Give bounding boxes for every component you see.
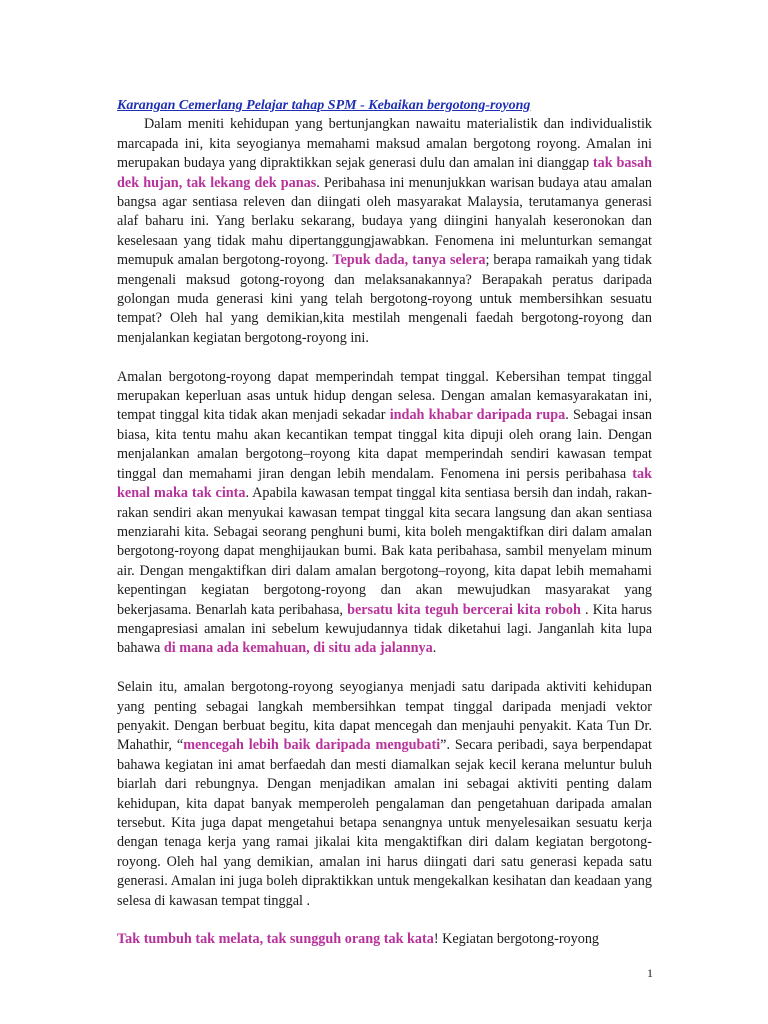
quote-highlight: mencegah lebih baik daripada mengubati [183, 737, 441, 754]
page-number: 1 [647, 966, 653, 980]
peribahasa-highlight: tak kenal maka tak cinta [117, 465, 652, 502]
text-segment: ! Kegiatan bergotong-royong [433, 931, 600, 948]
text-segment: Amalan bergotong-royong dapat memperindah tempat tinggal. Kebersihan tempat tinggal merupakan keperluan asas untuk hidup dengan selesa. Dengan amalan kemasyarakatan ini, tempat tinggal kita tidak akan menjadi sekadar [117, 368, 652, 424]
peribahasa-highlight: Tepuk dada, tanya selera [332, 252, 486, 269]
text-segment: . Kita harus mengapresiasi amalan ini sebelum kewujudannya tidak diketahui lagi. Janganlah kita lupa bahawa [117, 601, 652, 657]
text-segment: Dalam meniti kehidupan yang bertunjangkan nawaitu materialistik dan individualistik marcapada ini, kita seyogianya memahami maksud amalan bergotong royong. Amalan ini merupakan budaya yang dipraktikkan sejak generasi dulu dan amalan ini dianggap [117, 116, 652, 172]
text-segment: ”. Secara peribadi, saya berpendapat bahawa kegiatan ini amat berfaedah dan mesti diamalkan sejak kecil kerana meluntur buluh biarlah dari rebungnya. Dengan menjadikan amalan ini sebagai aktiviti penting dalam kehidupan, kita dapat banyak memperoleh pengalaman dan pengetahuan daripada amalan tersebut. Kita juga dapat mengetahui betapa senangnya untuk menyelesaikan sesuatu kerja dengan tenaga kerja yang ramai jikalai kita mengaktifkan diri dalam kegiatan bergotong-royong. Oleh hal yang demikian, amalan ini harus diingati dari satu generasi kepada satu generasi. Amalan ini juga boleh dipraktikkan untuk mengekalkan kesihatan dan keadaan yang selesa di kawasan tempat tinggal . [117, 737, 652, 909]
peribahasa-highlight: bersatu kita teguh bercerai kita roboh [347, 601, 581, 618]
peribahasa-highlight: di mana ada kemahuan, di situ ada jalannya [163, 640, 433, 657]
paragraph-3 [117, 678, 652, 911]
text-segment: . Sebagai insan biasa, kita tentu mahu akan kecantikan tempat tinggal kita dipuji oleh orang lain. Dengan menjalankan amalan bergotong–royong kita dapat memperindah sendiri kawasan tempat tinggal dan memahami jiran dengan lebih mendalam. Fenomena ini persis peribahasa [117, 407, 652, 482]
text-segment: ; berapa ramaikah yang tidak mengenali maksud gotong-royong dan melaksanakannya? Berapakah peratus daripada golongan muda generasi kini yang telah bergotong-royong untuk membersihkan sesuatu tempat? Oleh hal yang demikian,kita mestilah mengenali faedah bergotong-royong dan menjalankan kegiatan bergotong-royong ini. [117, 252, 652, 346]
text-segment: . Peribahasa ini menunjukkan warisan budaya atau amalan bangsa agar sentiasa releven dan diingati oleh masyarakat Malaysia, terutamanya generasi alaf baharu ini. Yang berlaku sekarang, budaya yang diingini hanyalah keseronokan dan keselesaan yang tidak mahu dipertanggungjawabkan. Fenomena ini melunturkan semangat memupuk amalan bergotong-royong. [117, 174, 652, 269]
document-body [117, 96, 652, 969]
text-segment: Selain itu, amalan bergotong-royong seyogianya menjadi satu daripada aktiviti kehidupan yang penting sebagai langkah membersihkan tempat tinggal daripada menjadi vektor penyakit. Dengan berbuat begitu, kita dapat mencegah dan menjauhi penyakit. Kata Tun Dr. Mahathir, “ [117, 679, 652, 754]
text-segment: . [432, 640, 437, 657]
peribahasa-highlight: indah khabar daripada rupa [389, 407, 566, 424]
paragraph-1 [117, 115, 652, 348]
peribahasa-highlight: tak basah dek hujan, tak lekang dek panas [117, 155, 652, 191]
document-title: Karangan Cemerlang Pelajar tahap SPM - Kebaikan bergotong-royong [117, 98, 531, 113]
paragraph-2 [117, 368, 652, 659]
text-segment: . Apabila kawasan tempat tinggal kita sentiasa bersih dan indah, rakan-rakan sendiri akan menyukai kawasan tempat tinggal kita secara langsung dan akan sentiasa menziarahi kita. Sebagai seorang penghuni bumi, kita boleh mengaktifkan diri dalam amalan bergotong-royong dapat menghijaukan bumi. Bak kata peribahasa, sambil menyelam minum air. Dengan mengaktifkan diri dalam amalan bergotong–royong, kita dapat lebih memahami kepentingan kegiatan bergotong-royong dan akan mewujudkan masyarakat yang bekerjasama. Benarlah kata peribahasa, [117, 485, 653, 618]
peribahasa-highlight: Tak tumbuh tak melata, tak sungguh orang tak kata [117, 931, 434, 948]
paragraph-4 [117, 930, 652, 949]
